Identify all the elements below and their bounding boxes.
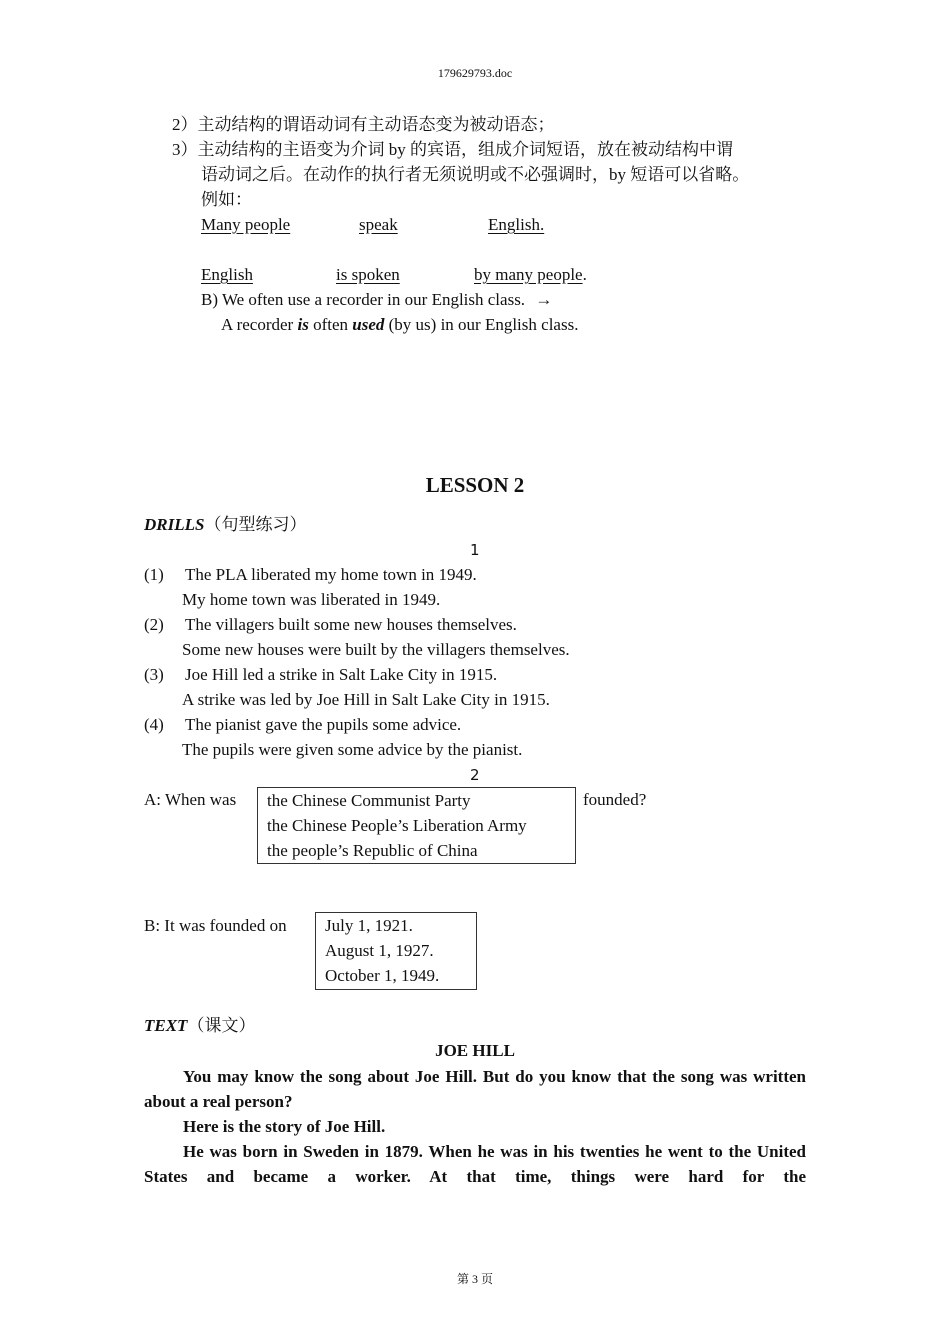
text-paragraph-1: You may know the song about Joe Hill. But do you know that the song was written about a real person? [144, 1067, 806, 1111]
text-paragraph-2: Here is the story of Joe Hill. [183, 1117, 386, 1136]
drill-4-passive: The pupils were given some advice by the pianist. [182, 740, 523, 759]
answer-options-box [315, 912, 477, 990]
b-passive-part2: often [308, 315, 353, 334]
drill-4-active: The pianist gave the pupils some advice. [185, 715, 462, 734]
active-subject: Many people [201, 215, 291, 234]
drill-1-passive: My home town was liberated in 1949. [182, 590, 441, 609]
b-passive-used: used [352, 315, 385, 334]
b-passive-part1: A recorder [221, 315, 298, 334]
passive-agent: by many people [474, 265, 583, 284]
passive-subject: English [201, 265, 253, 284]
b-active-sentence: B) We often use a recorder in our English class. [201, 290, 526, 309]
passive-verb: is spoken [336, 265, 400, 284]
drill-1-active: The PLA liberated my home town in 1949. [185, 565, 477, 584]
question-suffix: founded? [583, 790, 647, 809]
b-active-line [201, 289, 552, 311]
text-paragraph-3: He was born in Sweden in 1879. When he was in his twenties he went to the United States and became a worker. At that time, things were hard for the [144, 1142, 806, 1186]
question-option-1: the Chinese Communist Party [267, 791, 471, 810]
grammar-item-2: 2）主动结构的谓语动词有主动语态变为被动语态； [172, 115, 555, 134]
answer-option-3: October 1, 1949. [325, 966, 440, 985]
arrow-icon: → [535, 290, 553, 309]
grammar-item-3-line1: 3）主动结构的主语变为介词 by 的宾语，组成介词短语，放在被动结构中谓 [172, 140, 733, 159]
drill-3-passive: A strike was led by Joe Hill in Salt Lake City in 1915. [182, 690, 550, 709]
drill-section-1-number: 1 [470, 541, 480, 559]
lesson-title: LESSON 2 [425, 473, 525, 497]
b-passive-part3: (by us) in our English class. [384, 315, 579, 334]
drills-label: DRILLS [144, 515, 205, 534]
answer-option-2: August 1, 1927. [325, 941, 434, 960]
active-object: English. [488, 215, 545, 234]
question-prefix: A: When was [144, 790, 237, 809]
passive-agent-line [474, 264, 587, 286]
text-label-cn: （课文） [187, 1016, 256, 1035]
drill-2-number: (2) [144, 615, 164, 634]
question-options-box [257, 787, 576, 864]
drill-3-number: (3) [144, 665, 164, 684]
drills-heading [144, 514, 306, 536]
text-title: JOE HILL [435, 1041, 515, 1060]
drill-2-passive: Some new houses were built by the villagers themselves. [182, 640, 570, 659]
passive-period: . [582, 265, 587, 284]
b-passive-line [221, 314, 578, 336]
drill-section-2-number: 2 [470, 766, 480, 784]
drill-3-active: Joe Hill led a strike in Salt Lake City in 1915. [185, 665, 498, 684]
header-filename: 179629793.doc [437, 66, 513, 80]
text-label: TEXT [144, 1016, 188, 1035]
answer-option-1: July 1, 1921. [325, 916, 413, 935]
answer-prefix: B: It was founded on [144, 916, 287, 935]
question-option-3: the people’s Republic of China [267, 841, 478, 860]
drill-1-number: (1) [144, 565, 164, 584]
drill-4-number: (4) [144, 715, 164, 734]
question-option-2: the Chinese People’s Liberation Army [267, 816, 527, 835]
drill-2-active: The villagers built some new houses themselves. [185, 615, 517, 634]
drills-label-cn: （句型练习） [204, 515, 307, 534]
example-intro: 例如： [201, 190, 252, 209]
active-verb: speak [359, 215, 398, 234]
b-passive-is: is [297, 315, 309, 334]
text-body [144, 1064, 806, 1189]
footer-page-number: 第 3 页 [456, 1272, 493, 1286]
grammar-item-3-line2: 语动词之后。在动作的执行者无须说明或不必强调时，by 短语可以省略。 [201, 165, 750, 184]
text-heading [144, 1015, 255, 1037]
